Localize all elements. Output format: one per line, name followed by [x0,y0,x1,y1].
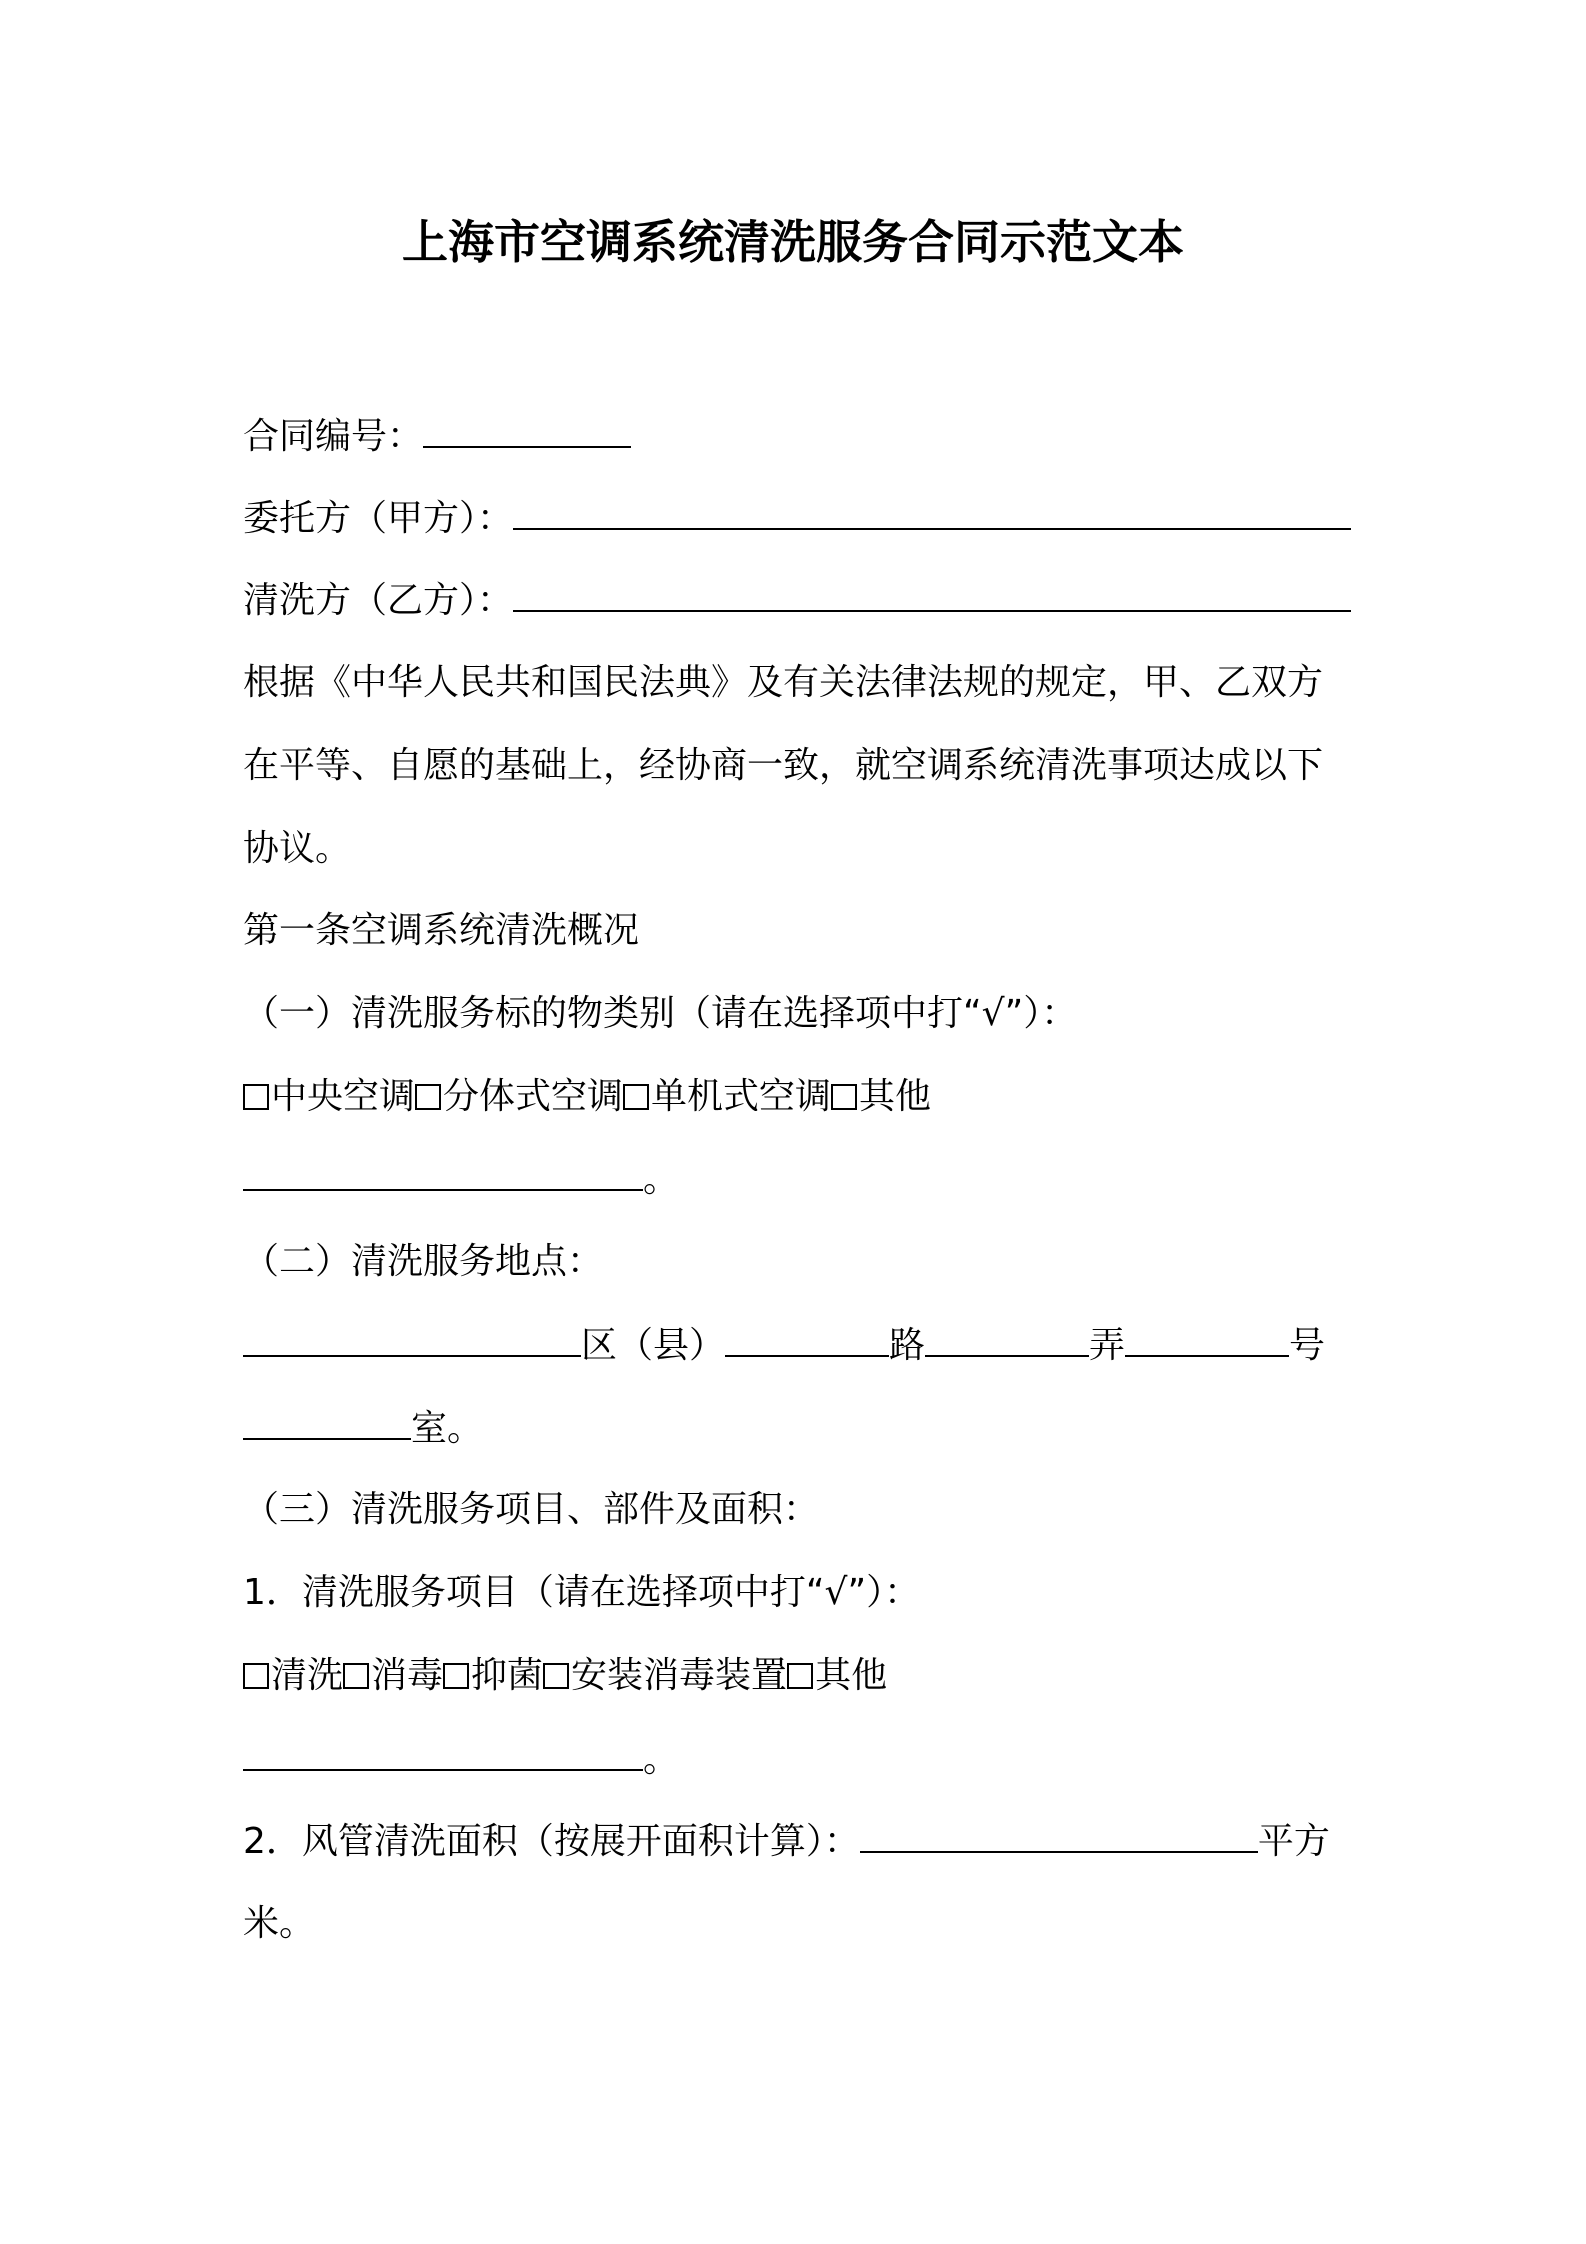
other-service-line [243,1735,1358,1784]
option-install-disinfection-device: 安装消毒装置 [571,1655,788,1696]
other-equipment-line [243,1155,1358,1204]
checkbox-other-equipment[interactable] [831,1084,857,1110]
duct-area-unit-part-1: 平方 [1257,1821,1330,1862]
preamble-line-3: 协议。 [243,828,352,869]
preamble-line-2: 在平等、自愿的基础上，经协商一致，就空调系统清洗事项达成以下 [243,745,1324,786]
option-split-ac: 分体式空调 [443,1076,624,1117]
section-3-heading: （三）清洗服务项目、部件及面积： [243,1489,820,1530]
address-line [243,1321,1358,1370]
other-equipment-end: 。 [643,1159,680,1200]
duct-area-line [243,1817,1358,1866]
contract-number-label: 合同编号： [243,416,424,457]
checkbox-unit-ac[interactable] [623,1084,649,1110]
road-blank[interactable] [925,1321,1089,1357]
checkbox-disinfection[interactable] [343,1663,369,1689]
section-2-heading: （二）清洗服务地点： [243,1241,604,1282]
checkbox-install-disinfection-device[interactable] [543,1663,569,1689]
other-equipment-blank[interactable] [243,1155,643,1191]
room-label: 室。 [411,1408,484,1449]
document-title: 上海市空调系统清洗服务合同示范文本 [402,215,1184,269]
duct-area-label: 2．风管清洗面积（按展开面积计算）： [243,1821,860,1862]
option-antibacterial: 抑菌 [471,1655,544,1696]
article-1-heading: 第一条空调系统清洗概况 [243,910,640,951]
cleaner-party-label: 清洗方（乙方）： [243,580,514,621]
lane-label: 弄 [1089,1325,1126,1366]
checkbox-split-ac[interactable] [415,1084,441,1110]
preamble-line-1: 根据《中华人民共和国民法典》及有关法律法规的规定，甲、乙双方 [243,662,1324,703]
room-line [243,1404,1358,1453]
option-disinfection: 消毒 [371,1655,444,1696]
lane-blank[interactable] [1125,1321,1289,1357]
room-blank[interactable] [243,1404,411,1440]
option-cleaning: 清洗 [271,1655,344,1696]
option-central-ac: 中央空调 [271,1076,416,1117]
option-unit-ac: 单机式空调 [651,1076,832,1117]
client-party-blank[interactable] [513,494,1351,530]
number-label: 号 [1289,1325,1326,1366]
duct-area-unit-line: 米。 [243,1903,316,1944]
city-blank[interactable] [243,1321,581,1357]
district-blank[interactable] [725,1321,889,1357]
checkbox-central-ac[interactable] [243,1084,269,1110]
other-service-end: 。 [643,1739,680,1780]
service-items-options [243,1652,1358,1700]
cleaner-party-line [243,576,1358,625]
option-other-equipment: 其他 [859,1076,932,1117]
client-party-label: 委托方（甲方）： [243,498,514,539]
cleaner-party-blank[interactable] [513,576,1351,612]
checkbox-cleaning[interactable] [243,1663,269,1689]
district-label: 区（县） [581,1325,726,1366]
road-label: 路 [889,1325,926,1366]
client-party-line [243,494,1358,543]
option-other-service: 其他 [815,1655,888,1696]
service-items-heading: 1．清洗服务项目（请在选择项中打“√”）： [243,1572,921,1613]
duct-area-blank[interactable] [860,1817,1258,1853]
section-1-heading: （一）清洗服务标的物类别（请在选择项中打“√”）： [243,993,1078,1034]
contract-number-line [243,412,1358,461]
checkbox-other-service[interactable] [787,1663,813,1689]
equipment-type-options [243,1073,1358,1121]
checkbox-antibacterial[interactable] [443,1663,469,1689]
other-service-blank[interactable] [243,1735,643,1771]
contract-number-blank[interactable] [423,412,631,448]
